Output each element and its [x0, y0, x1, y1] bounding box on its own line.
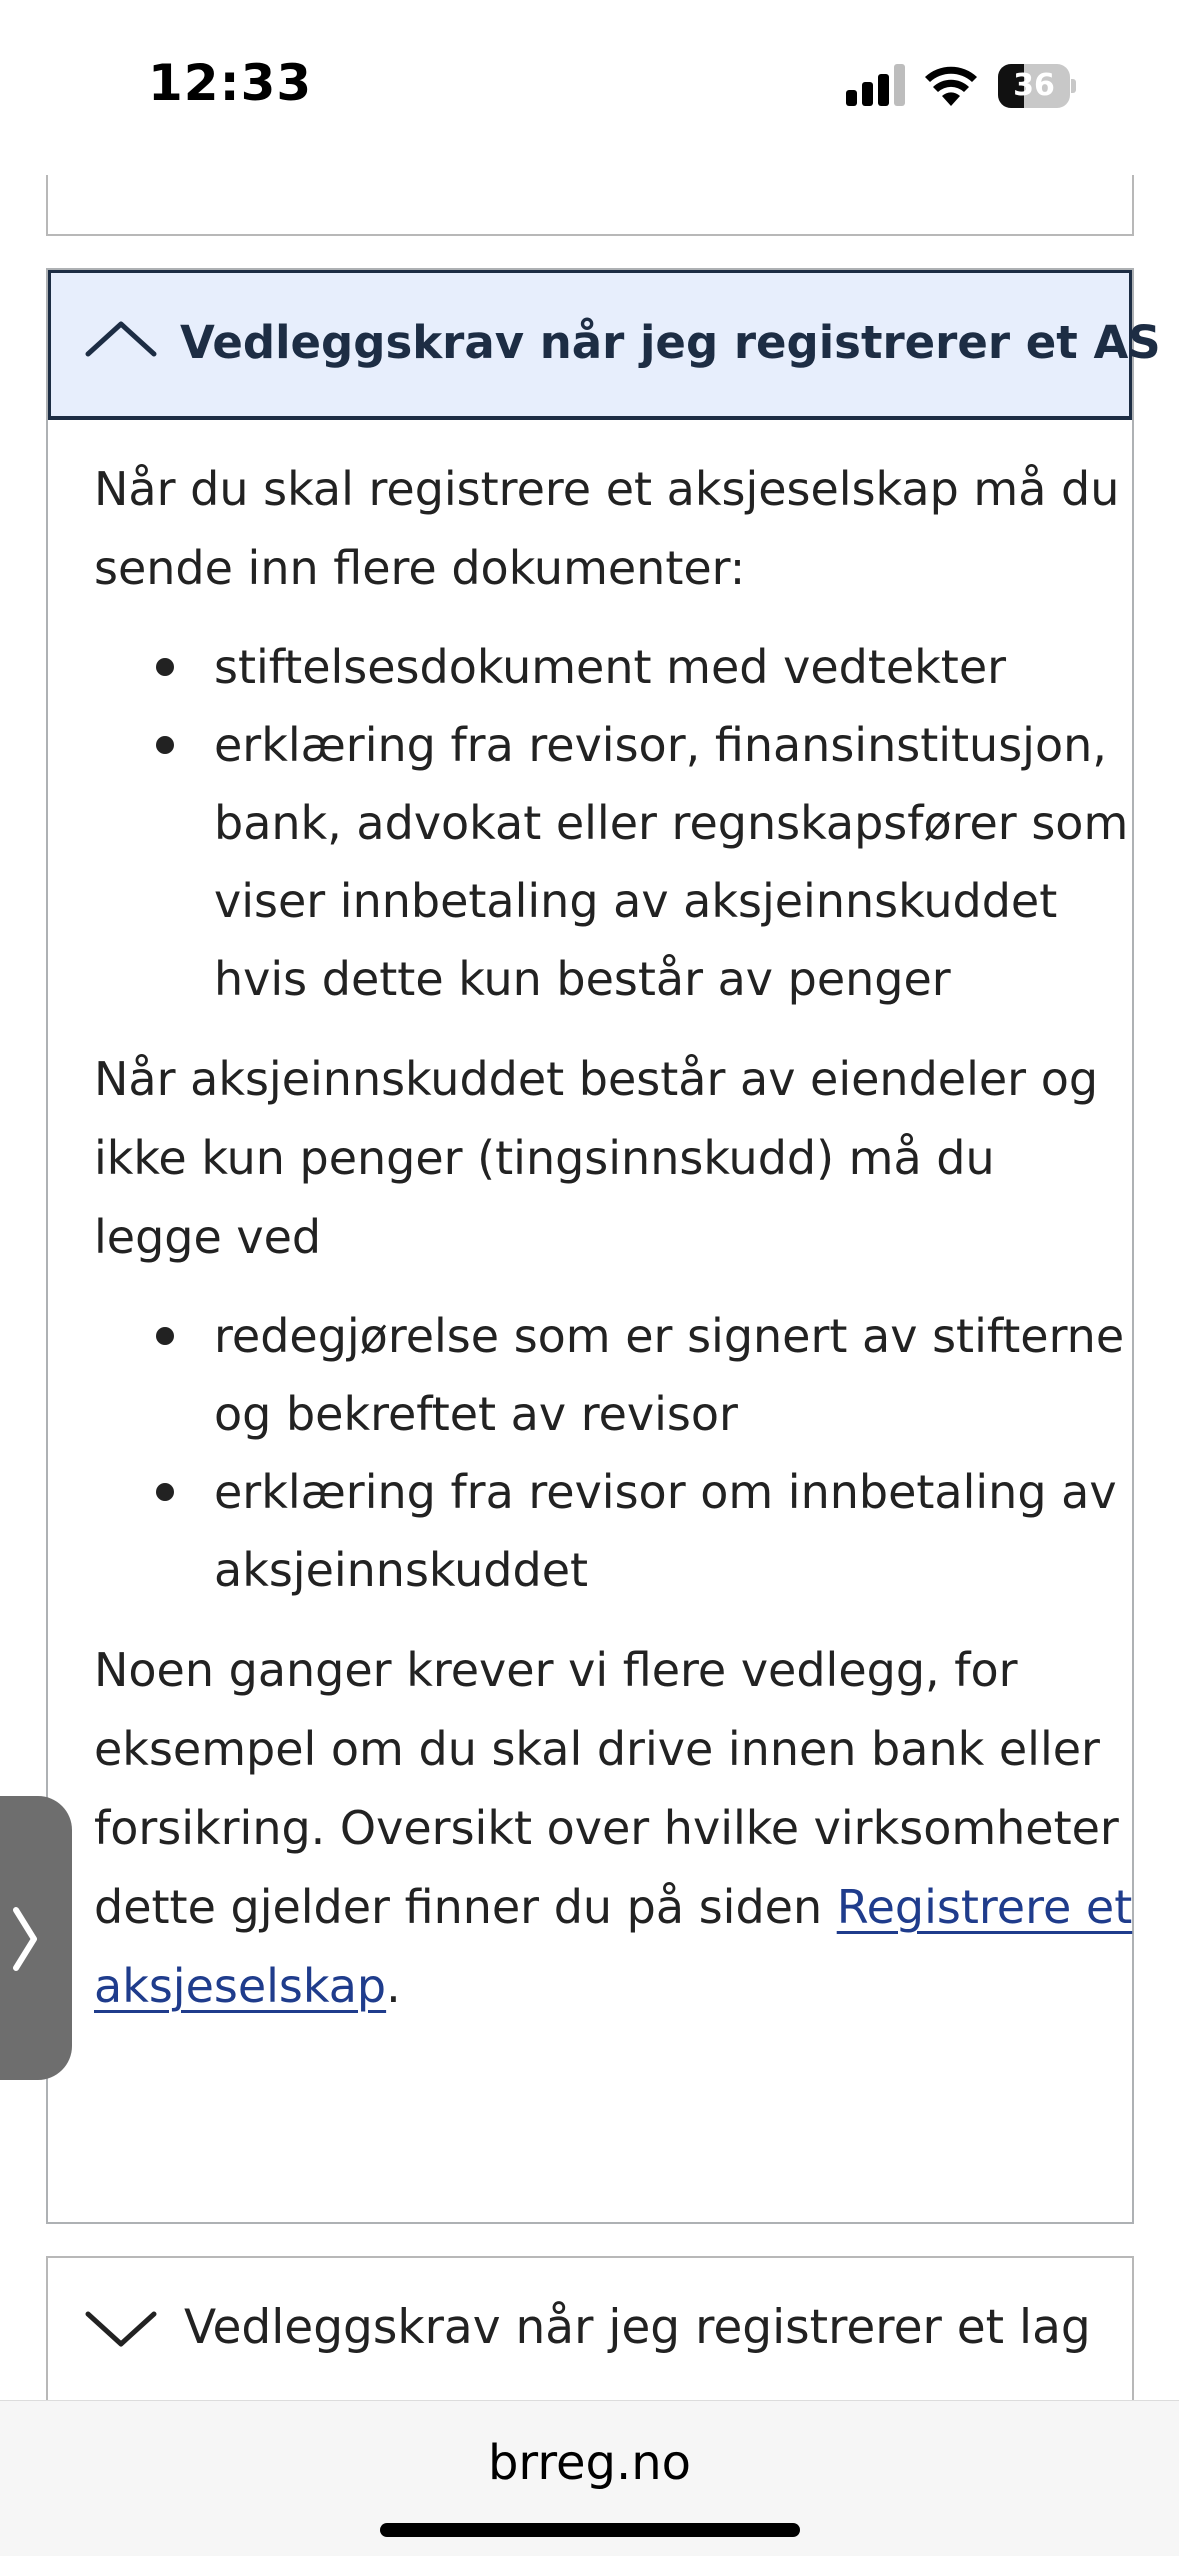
- tingsinnskudd-list: [94, 1297, 1134, 1609]
- sentence-end: .: [386, 1959, 401, 2013]
- chevron-right-icon: [10, 1906, 40, 1972]
- extra-attachments-text: Noen ganger krever vi flere vedlegg, for eksempel om du skal drive innen bank eller forsikring. Oversikt over hvilke virksomheter dette gjelder finner du på siden: [94, 1643, 1119, 1934]
- wifi-icon: [924, 62, 978, 108]
- accordion-body: [94, 450, 1134, 2026]
- home-indicator[interactable]: [380, 2523, 800, 2537]
- accordion-vedleggskrav-as: [46, 268, 1161, 2224]
- browser-bottom-bar: [0, 2400, 1179, 2556]
- list-item: erklæring fra revisor om innbetaling av aksjeinnskuddet: [94, 1453, 1134, 1609]
- chevron-down-icon: [84, 2308, 158, 2350]
- chevron-up-icon: [84, 318, 158, 358]
- accordion-title-lag: Vedleggskrav når jeg registrerer et lag: [184, 2300, 1091, 2355]
- registrere-aksjeselskap-link[interactable]: Registrere et aksjeselskap: [94, 1880, 1133, 2013]
- accordion-title: Vedleggskrav når jeg registrerer et AS: [180, 316, 1161, 369]
- battery-level: 36: [1013, 68, 1055, 103]
- url-display[interactable]: brreg.no: [487, 2435, 692, 2491]
- list-item: erklæring fra revisor, finansinstitusjon, bank, advokat eller regnskapsfører som viser innbetaling av aksjeinnskuddet hvis dette kun består av penger: [94, 706, 1134, 1018]
- status-time: 12:33: [148, 54, 313, 112]
- intro-paragraph: Når du skal registrere et aksjeselskap må du sende inn flere dokumenter:: [94, 462, 1120, 595]
- list-item: redegjørelse som er signert av stifterne og bekreftet av revisor: [94, 1297, 1134, 1453]
- side-panel-handle[interactable]: [0, 1796, 72, 2080]
- signal-icon: [846, 64, 908, 106]
- extra-attachments-paragraph: [94, 1631, 1134, 2026]
- accordion-header-as[interactable]: [48, 270, 1161, 420]
- required-documents-list: [94, 628, 1134, 1018]
- battery-icon: [998, 64, 1076, 108]
- list-item: stiftelsesdokument med vedtekter: [94, 628, 1134, 706]
- status-bar: [0, 0, 1179, 175]
- tingsinnskudd-paragraph: Når aksjeinnskuddet består av eiendeler og ikke kun penger (tingsinnskudd) må du legge ved: [94, 1052, 1099, 1264]
